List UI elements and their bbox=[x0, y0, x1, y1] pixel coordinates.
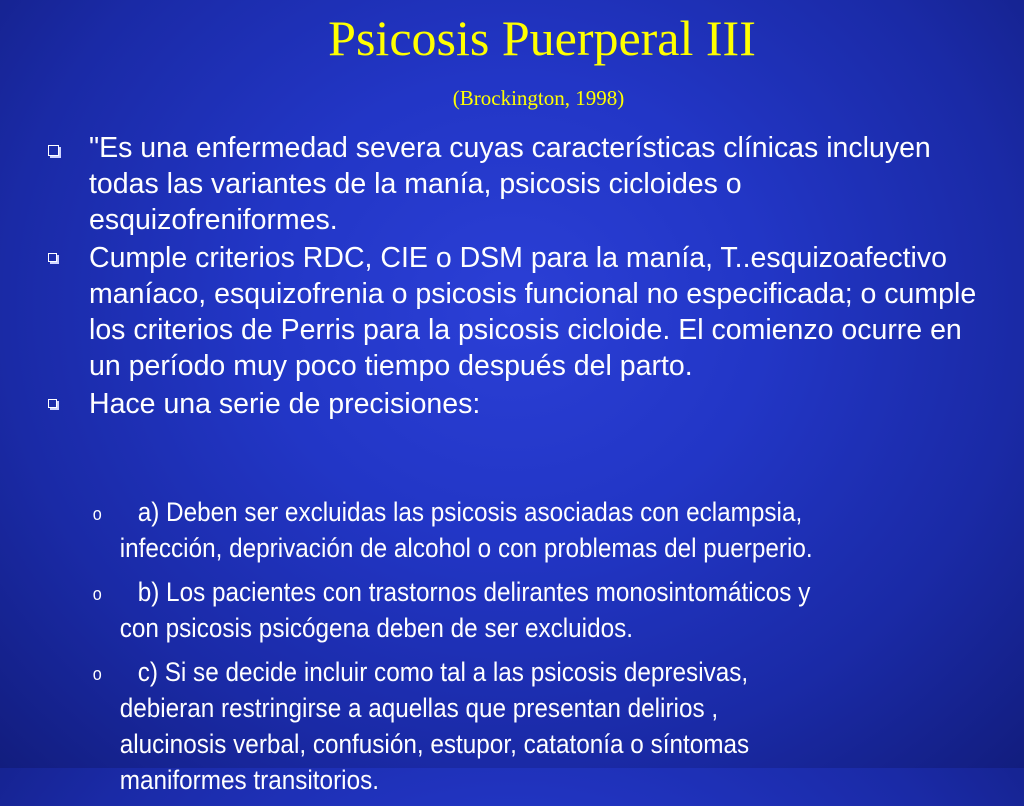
square-bullet-icon bbox=[48, 253, 57, 262]
square-bullet-icon bbox=[48, 145, 59, 156]
circle-bullet-icon: o bbox=[92, 504, 102, 524]
bullet-item-precisions bbox=[0, 386, 1024, 422]
sub-bullet-list bbox=[0, 494, 1024, 806]
bullet-item-criteria bbox=[0, 240, 1024, 384]
bullet-list bbox=[0, 130, 1024, 428]
sub-bullet-item-b bbox=[0, 574, 855, 646]
bullet-text: Hace una serie de precisiones: bbox=[89, 388, 481, 420]
square-bullet-icon bbox=[48, 399, 57, 408]
sub-bullet-text: a) Deben ser excluidas las psicosis asociadas con eclampsia, infección, deprivación de alcohol o con problemas del puerperio. bbox=[119, 497, 813, 563]
bullet-text: "Es una enfermedad severa cuyas características clínicas incluyen todas las variantes de la manía, psicosis cicloides o esquizofreniformes. bbox=[89, 132, 931, 236]
circle-bullet-icon: o bbox=[92, 584, 102, 604]
bullet-item-definition bbox=[0, 130, 1024, 238]
sub-bullet-item-c bbox=[0, 654, 855, 798]
slide-title: Psicosis Puerperal III bbox=[328, 10, 756, 66]
slide-subtitle: (Brockington, 1998) bbox=[452, 86, 625, 110]
circle-bullet-icon: o bbox=[92, 664, 102, 684]
bullet-text: Cumple criterios RDC, CIE o DSM para la manía, T..esquizoafectivo maníaco, esquizofrenia o psicosis funcional no especificada; o cumple los criterios de Perris para la psicosis cicloide. El comienzo ocurre en un período muy poco tiempo después del parto. bbox=[89, 242, 977, 382]
sub-bullet-text: b) Los pacientes con trastornos delirantes monosintomáticos y con psicosis psicógena deben de ser excluidos. bbox=[119, 577, 811, 643]
sub-bullet-item-a bbox=[0, 494, 855, 566]
sub-bullet-text: c) Si se decide incluir como tal a las psicosis depresivas, debieran restringirse a aquellas que presentan delirios , alucinosis verbal, confusión, estupor, catatonía o síntomas maniformes transitorios. bbox=[119, 657, 750, 795]
